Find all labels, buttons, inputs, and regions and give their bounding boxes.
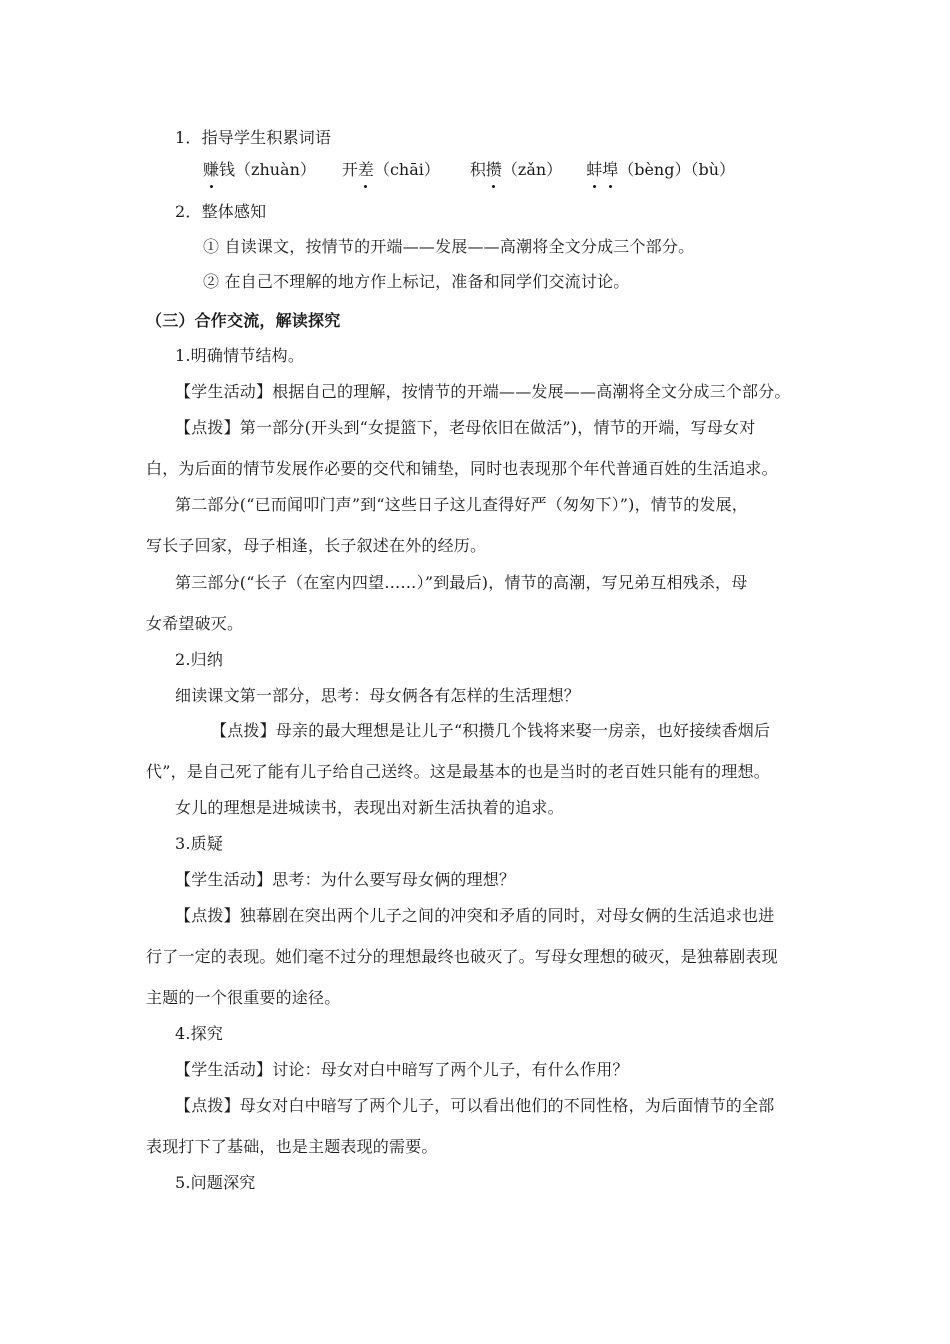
subheading-plot-structure: 1.明确情节结构。	[175, 346, 305, 365]
summary-guidance-cont: 代”，是自己死了能有儿子给自己送终。这是最基本的也是当时的老百姓只能有的理想。	[146, 762, 770, 781]
explore-activity: 【学生活动】讨论：母女对白中暗写了两个儿子，有什么作用？	[175, 1060, 629, 1079]
part-three-text-cont: 女希望破灭。	[146, 614, 244, 633]
explore-guidance: 【点拨】母女对白中暗写了两个儿子，可以看出他们的不同性格，为后面情节的全部	[175, 1096, 775, 1115]
item-overall-heading: 2．整体感知	[175, 202, 267, 221]
step-one-text: ① 自读课文，按情节的开端——发展——高潮将全文分成三个部分。	[203, 237, 695, 256]
question-guidance-cont: 行了一定的表现。她们毫不过分的理想最终也破灭了。写母女理想的破灭，是独幕剧表现	[146, 947, 778, 966]
vocab-char: 开	[341, 160, 358, 179]
explore-guidance-cont: 表现打下了基础，也是主题表现的需要。	[146, 1137, 438, 1156]
step-two-text: ② 在自己不理解的地方作上标记，准备和同学们交流讨论。	[203, 272, 630, 291]
subheading-question: 3.质疑	[175, 834, 224, 853]
question-guidance-end: 主题的一个很重要的途径。	[146, 988, 341, 1007]
daughter-ideal-text: 女儿的理想是进城读书，表现出对新生活执着的追求。	[175, 798, 564, 817]
section-heading-cooperation: （三）合作交流，解读探究	[146, 311, 341, 330]
emphasis-dot-char: 赚	[203, 160, 220, 179]
emphasis-dot-char: 差	[357, 160, 374, 179]
summary-guidance: 【点拨】母亲的最大理想是让儿子“积攒几个钱将来娶一房亲，也好接续香烟后	[211, 721, 771, 740]
question-activity: 【学生活动】思考：为什么要写母女俩的理想？	[175, 870, 516, 889]
vocab-word-zhuan	[203, 160, 316, 180]
vocab-word-chai	[342, 160, 440, 180]
part-two-text-cont: 写长子回家，母子相逢，长子叙述在外的经历。	[146, 536, 487, 555]
vocab-pinyin: （bèng）（bù）	[618, 160, 736, 179]
vocab-pinyin: 钱（zhuàn）	[219, 160, 316, 179]
vocab-char: 积	[469, 160, 486, 179]
part-two-text: 第二部分(“已而闻叩门声”到“这些日子这儿查得好严（匆匆下）”)，情节的发展，	[175, 495, 749, 514]
part-three-text: 第三部分(“长子（在室内四望……）”到最后)，情节的高潮，写兄弟互相残杀，母	[175, 573, 748, 592]
vocab-word-bengbu	[586, 160, 735, 180]
subheading-summary: 2.归纳	[175, 650, 224, 669]
guidance-text-cont: 白，为后面的情节发展作必要的交代和铺垫，同时也表现那个年代普通百姓的生活追求。	[146, 459, 778, 478]
emphasis-dot-char: 蚌	[586, 160, 603, 179]
item-vocabulary-heading: 1．指导学生积累词语	[175, 128, 332, 147]
question-guidance: 【点拨】独幕剧在突出两个儿子之间的冲突和矛盾的同时，对母女俩的生活追求也进	[175, 906, 775, 925]
student-activity-text: 【学生活动】根据自己的理解，按情节的开端——发展——高潮将全文分成三个部分。	[175, 382, 791, 401]
vocab-pinyin: （zǎn）	[501, 160, 563, 179]
subheading-explore: 4.探究	[175, 1024, 224, 1043]
subheading-deep-inquiry: 5.问题深究	[175, 1173, 256, 1192]
emphasis-dot-char: 攒	[485, 160, 502, 179]
guidance-text: 【点拨】第一部分(开头到“女提篮下，老母依旧在做活”)，情节的开端，写母女对	[175, 418, 756, 437]
vocabulary-list	[203, 160, 735, 180]
vocab-pinyin: （chāi）	[373, 160, 440, 179]
vocab-word-zan	[470, 160, 562, 180]
summary-question: 细读课文第一部分，思考：母女俩各有怎样的生活理想？	[175, 686, 581, 705]
emphasis-dot-char: 埠	[602, 160, 619, 179]
